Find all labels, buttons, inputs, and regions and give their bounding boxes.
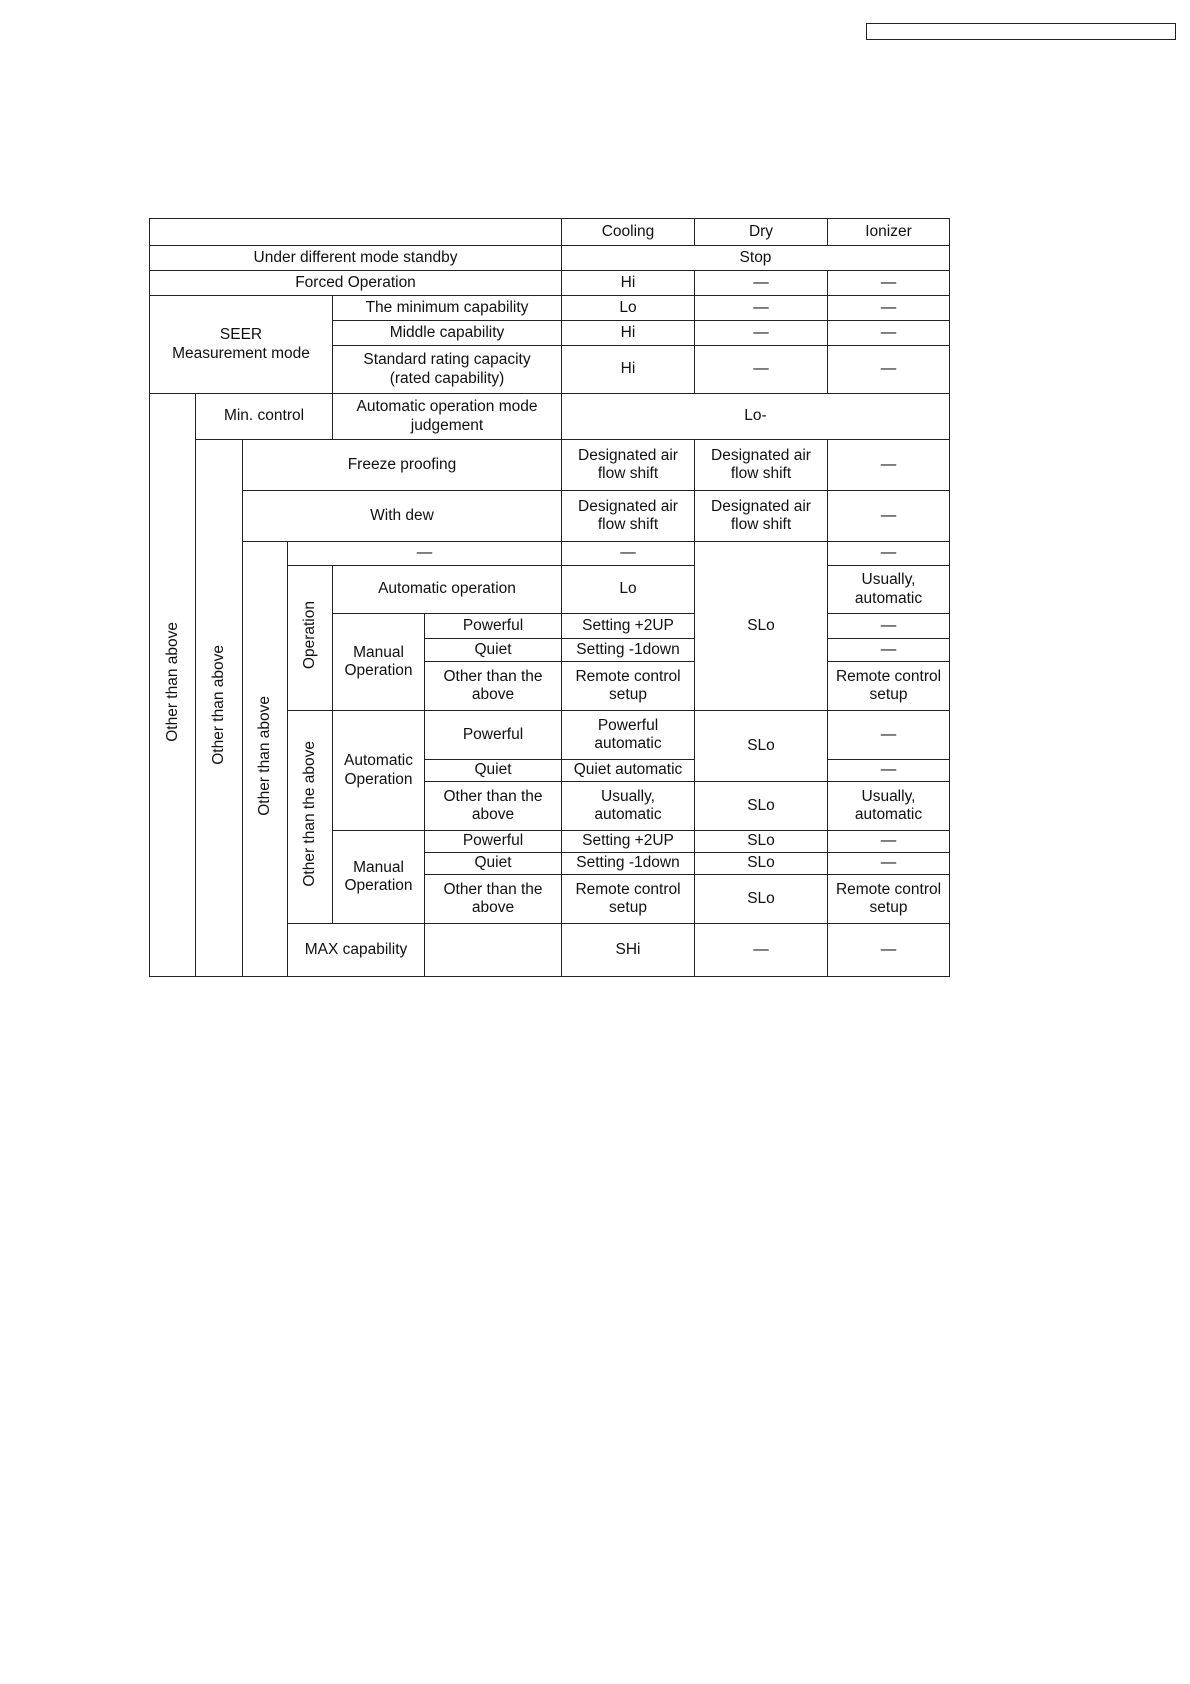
freeze-cooling: Designated air flow shift xyxy=(562,440,695,491)
otta-manual-quiet-cooling: Setting -1down xyxy=(562,853,695,875)
otta-auto-other-ionizer: Usually, automatic xyxy=(828,782,950,831)
operation-group-text: Operation xyxy=(301,601,318,670)
other-than-the-above-text: Other than the above xyxy=(301,741,318,888)
other-than-the-above-group xyxy=(288,711,333,924)
dew-cooling: Designated air flow shift xyxy=(562,491,695,542)
seer-std-dry: — xyxy=(695,346,828,394)
otta-auto-pq-dry: SLo xyxy=(695,711,828,782)
max-sub xyxy=(425,924,562,977)
op-manual-powerful-ionizer: — xyxy=(828,614,950,639)
otta-auto-other-label: Other than the above xyxy=(425,782,562,831)
otta-auto-quiet-cooling: Quiet automatic xyxy=(562,760,695,782)
other-than-above-outer-text: Other than above xyxy=(163,622,181,743)
seer-mid-label: Middle capability xyxy=(333,321,562,346)
other-than-above-middle-text: Other than above xyxy=(210,645,227,766)
max-label: MAX capability xyxy=(288,924,425,977)
header-blank-cell xyxy=(150,219,562,246)
col-header-cooling: Cooling xyxy=(562,219,695,246)
otta-manual-other-label: Other than the above xyxy=(425,875,562,924)
other-than-above-outer xyxy=(150,394,196,977)
standby-label: Under different mode standby xyxy=(150,246,562,271)
seer-min-ionizer: — xyxy=(828,296,950,321)
seer-std-ionizer: — xyxy=(828,346,950,394)
op-manual-other-cooling: Remote control setup xyxy=(562,662,695,711)
otta-manual-quiet-dry: SLo xyxy=(695,853,828,875)
op-auto-label: Automatic operation xyxy=(333,566,562,614)
row-dew xyxy=(150,491,950,542)
seer-min-label: The minimum capability xyxy=(333,296,562,321)
max-dry: — xyxy=(695,924,828,977)
seer-mid-cooling: Hi xyxy=(562,321,695,346)
otta-auto-other-cooling: Usually, automatic xyxy=(562,782,695,831)
row-dash xyxy=(150,542,950,566)
header-row xyxy=(150,219,950,246)
otta-auto-powerful-ionizer: — xyxy=(828,711,950,760)
otta-manual-powerful-cooling: Setting +2UP xyxy=(562,831,695,853)
row-seer-min xyxy=(150,296,950,321)
otta-manual-quiet-ionizer: — xyxy=(828,853,950,875)
max-ionizer: — xyxy=(828,924,950,977)
forced-ionizer: — xyxy=(828,271,950,296)
dash-ionizer: — xyxy=(828,542,950,566)
otta-manual-other-ionizer: Remote control setup xyxy=(828,875,950,924)
dew-label: With dew xyxy=(243,491,562,542)
otta-manual-powerful-dry: SLo xyxy=(695,831,828,853)
otta-manual-quiet-label: Quiet xyxy=(425,853,562,875)
operation-dry: SLo xyxy=(695,542,828,711)
col-header-ionizer: Ionizer xyxy=(828,219,950,246)
fan-speed-table xyxy=(149,218,950,977)
header-box xyxy=(866,23,1176,40)
min-control-label: Min. control xyxy=(196,394,333,440)
col-header-dry: Dry xyxy=(695,219,828,246)
seer-label: SEER Measurement mode xyxy=(150,296,333,394)
forced-label: Forced Operation xyxy=(150,271,562,296)
otta-manual-powerful-label: Powerful xyxy=(425,831,562,853)
operation-group xyxy=(288,566,333,711)
freeze-ionizer: — xyxy=(828,440,950,491)
otta-auto-other-dry: SLo xyxy=(695,782,828,831)
dash-label: — xyxy=(288,542,562,566)
op-manual-powerful-cooling: Setting +2UP xyxy=(562,614,695,639)
min-control-sub: Automatic operation mode judgement xyxy=(333,394,562,440)
row-forced xyxy=(150,271,950,296)
op-manual-quiet-label: Quiet xyxy=(425,639,562,662)
seer-min-cooling: Lo xyxy=(562,296,695,321)
otta-manual-other-cooling: Remote control setup xyxy=(562,875,695,924)
row-min-control xyxy=(150,394,950,440)
seer-mid-dry: — xyxy=(695,321,828,346)
otta-auto-quiet-ionizer: — xyxy=(828,760,950,782)
otta-manual-powerful-ionizer: — xyxy=(828,831,950,853)
row-standby xyxy=(150,246,950,271)
otta-auto-label: Automatic Operation xyxy=(333,711,425,831)
seer-min-dry: — xyxy=(695,296,828,321)
other-than-above-middle xyxy=(196,440,243,977)
forced-cooling: Hi xyxy=(562,271,695,296)
dash-cooling: — xyxy=(562,542,695,566)
row-freeze xyxy=(150,440,950,491)
min-control-value: Lo- xyxy=(562,394,950,440)
otta-auto-powerful-label: Powerful xyxy=(425,711,562,760)
op-manual-other-label: Other than the above xyxy=(425,662,562,711)
op-manual-quiet-ionizer: — xyxy=(828,639,950,662)
otta-manual-label: Manual Operation xyxy=(333,831,425,924)
op-auto-cooling: Lo xyxy=(562,566,695,614)
other-than-above-inner xyxy=(243,542,288,977)
seer-std-label: Standard rating capacity (rated capability) xyxy=(333,346,562,394)
freeze-dry: Designated air flow shift xyxy=(695,440,828,491)
dew-ionizer: — xyxy=(828,491,950,542)
max-cooling: SHi xyxy=(562,924,695,977)
op-manual-quiet-cooling: Setting -1down xyxy=(562,639,695,662)
freeze-label: Freeze proofing xyxy=(243,440,562,491)
op-auto-ionizer: Usually, automatic xyxy=(828,566,950,614)
op-manual-powerful-label: Powerful xyxy=(425,614,562,639)
seer-mid-ionizer: — xyxy=(828,321,950,346)
forced-dry: — xyxy=(695,271,828,296)
standby-value: Stop xyxy=(562,246,950,271)
op-manual-other-ionizer: Remote control setup xyxy=(828,662,950,711)
op-manual-label: Manual Operation xyxy=(333,614,425,711)
seer-std-cooling: Hi xyxy=(562,346,695,394)
other-than-above-inner-text: Other than above xyxy=(256,696,273,817)
otta-auto-quiet-label: Quiet xyxy=(425,760,562,782)
otta-manual-other-dry: SLo xyxy=(695,875,828,924)
otta-auto-powerful-cooling: Powerful automatic xyxy=(562,711,695,760)
dew-dry: Designated air flow shift xyxy=(695,491,828,542)
